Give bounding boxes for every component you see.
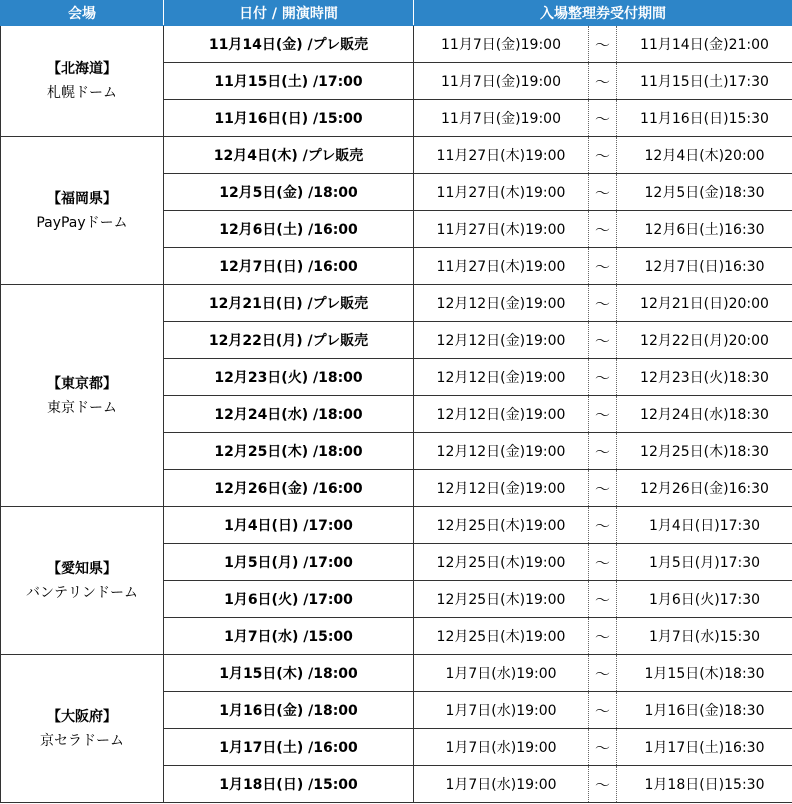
venue-cell (1, 655, 164, 803)
period-separator: ～ (589, 322, 617, 359)
period-end: 1月5日(月)17:30 (617, 544, 792, 581)
period-start: 1月7日(水)19:00 (414, 766, 589, 803)
period-separator: ～ (589, 248, 617, 285)
period-start: 12月12日(金)19:00 (414, 433, 589, 470)
performance-date: 1月15日(木) /18:00 (164, 655, 414, 692)
period-separator: ～ (589, 655, 617, 692)
period-end: 12月25日(木)18:30 (617, 433, 792, 470)
performance-date: 12月25日(木) /18:00 (164, 433, 414, 470)
period-start: 1月7日(水)19:00 (414, 692, 589, 729)
venue-name: バンテリンドーム (26, 584, 138, 601)
performance-date: 1月7日(水) /15:00 (164, 618, 414, 655)
period-end: 1月18日(日)15:30 (617, 766, 792, 803)
period-start: 12月25日(木)19:00 (414, 544, 589, 581)
period-end: 1月4日(日)17:30 (617, 507, 792, 544)
period-end: 12月23日(火)18:30 (617, 359, 792, 396)
period-separator: ～ (589, 137, 617, 174)
table-row (1, 507, 792, 544)
period-separator: ～ (589, 581, 617, 618)
performance-date: 1月16日(金) /18:00 (164, 692, 414, 729)
period-separator: ～ (589, 766, 617, 803)
period-end: 1月7日(水)15:30 (617, 618, 792, 655)
header-date: 日付 / 開演時間 (164, 1, 414, 26)
period-end: 11月16日(日)15:30 (617, 100, 792, 137)
period-end: 12月5日(金)18:30 (617, 174, 792, 211)
performance-date: 1月4日(日) /17:00 (164, 507, 414, 544)
period-end: 12月7日(日)16:30 (617, 248, 792, 285)
table-row (1, 26, 792, 63)
table-row (1, 285, 792, 322)
period-start: 12月12日(金)19:00 (414, 285, 589, 322)
period-separator: ～ (589, 285, 617, 322)
header-row (1, 1, 792, 26)
period-start: 11月27日(木)19:00 (414, 174, 589, 211)
period-start: 12月12日(金)19:00 (414, 470, 589, 507)
period-end: 12月24日(水)18:30 (617, 396, 792, 433)
performance-date: 1月6日(火) /17:00 (164, 581, 414, 618)
venue-name: 札幌ドーム (47, 85, 117, 101)
period-start: 12月12日(金)19:00 (414, 359, 589, 396)
period-separator: ～ (589, 359, 617, 396)
period-end: 1月6日(火)17:30 (617, 581, 792, 618)
header-period: 入場整理券受付期間 (414, 1, 792, 26)
period-start: 12月12日(金)19:00 (414, 396, 589, 433)
venue-name: PayPayドーム (36, 214, 128, 231)
period-end: 12月21日(日)20:00 (617, 285, 792, 322)
performance-date: 11月15日(土) /17:00 (164, 63, 414, 100)
venue-prefecture: 【福岡県】 (47, 190, 117, 207)
performance-date: 12月7日(日) /16:00 (164, 248, 414, 285)
performance-date: 12月5日(金) /18:00 (164, 174, 414, 211)
table-row (1, 655, 792, 692)
period-separator: ～ (589, 26, 617, 63)
period-separator: ～ (589, 692, 617, 729)
period-start: 11月7日(金)19:00 (414, 100, 589, 137)
period-start: 11月27日(木)19:00 (414, 248, 589, 285)
period-end: 12月22日(月)20:00 (617, 322, 792, 359)
period-separator: ～ (589, 174, 617, 211)
venue-cell (1, 285, 164, 507)
period-end: 12月4日(木)20:00 (617, 137, 792, 174)
period-start: 11月7日(金)19:00 (414, 63, 589, 100)
performance-date: 11月14日(金) /プレ販売 (164, 26, 414, 63)
period-separator: ～ (589, 470, 617, 507)
period-end: 1月16日(金)18:30 (617, 692, 792, 729)
period-separator: ～ (589, 211, 617, 248)
performance-date: 11月16日(日) /15:00 (164, 100, 414, 137)
period-start: 11月27日(木)19:00 (414, 137, 589, 174)
period-separator: ～ (589, 618, 617, 655)
period-end: 12月26日(金)16:30 (617, 470, 792, 507)
table-row (1, 137, 792, 174)
period-start: 12月12日(金)19:00 (414, 322, 589, 359)
period-start: 1月7日(水)19:00 (414, 729, 589, 766)
venue-name: 京セラドーム (40, 732, 124, 749)
venue-prefecture: 【大阪府】 (47, 708, 117, 725)
performance-date: 1月17日(土) /16:00 (164, 729, 414, 766)
performance-date: 12月26日(金) /16:00 (164, 470, 414, 507)
performance-date: 12月22日(月) /プレ販売 (164, 322, 414, 359)
performance-date: 1月5日(月) /17:00 (164, 544, 414, 581)
venue-prefecture: 【北海道】 (47, 61, 117, 77)
period-start: 11月7日(金)19:00 (414, 26, 589, 63)
venue-cell (1, 507, 164, 655)
venue-prefecture: 【愛知県】 (47, 560, 117, 577)
period-end: 12月6日(土)16:30 (617, 211, 792, 248)
header-venue: 会場 (1, 1, 164, 26)
period-separator: ～ (589, 396, 617, 433)
venue-cell (1, 137, 164, 285)
venue-name: 東京ドーム (47, 399, 117, 416)
schedule-body (1, 26, 792, 803)
period-separator: ～ (589, 63, 617, 100)
performance-date: 12月21日(日) /プレ販売 (164, 285, 414, 322)
period-separator: ～ (589, 544, 617, 581)
period-start: 11月27日(木)19:00 (414, 211, 589, 248)
performance-date: 12月24日(水) /18:00 (164, 396, 414, 433)
period-start: 12月25日(木)19:00 (414, 581, 589, 618)
performance-date: 12月6日(土) /16:00 (164, 211, 414, 248)
period-start: 12月25日(木)19:00 (414, 618, 589, 655)
venue-cell (1, 26, 164, 137)
period-separator: ～ (589, 100, 617, 137)
period-end: 1月15日(木)18:30 (617, 655, 792, 692)
period-start: 1月7日(水)19:00 (414, 655, 589, 692)
performance-date: 12月4日(木) /プレ販売 (164, 137, 414, 174)
period-separator: ～ (589, 433, 617, 470)
performance-date: 12月23日(火) /18:00 (164, 359, 414, 396)
performance-date: 1月18日(日) /15:00 (164, 766, 414, 803)
venue-prefecture: 【東京都】 (47, 375, 117, 392)
period-separator: ～ (589, 507, 617, 544)
period-end: 1月17日(土)16:30 (617, 729, 792, 766)
period-start: 12月25日(木)19:00 (414, 507, 589, 544)
period-separator: ～ (589, 729, 617, 766)
period-end: 11月15日(土)17:30 (617, 63, 792, 100)
period-end: 11月14日(金)21:00 (617, 26, 792, 63)
